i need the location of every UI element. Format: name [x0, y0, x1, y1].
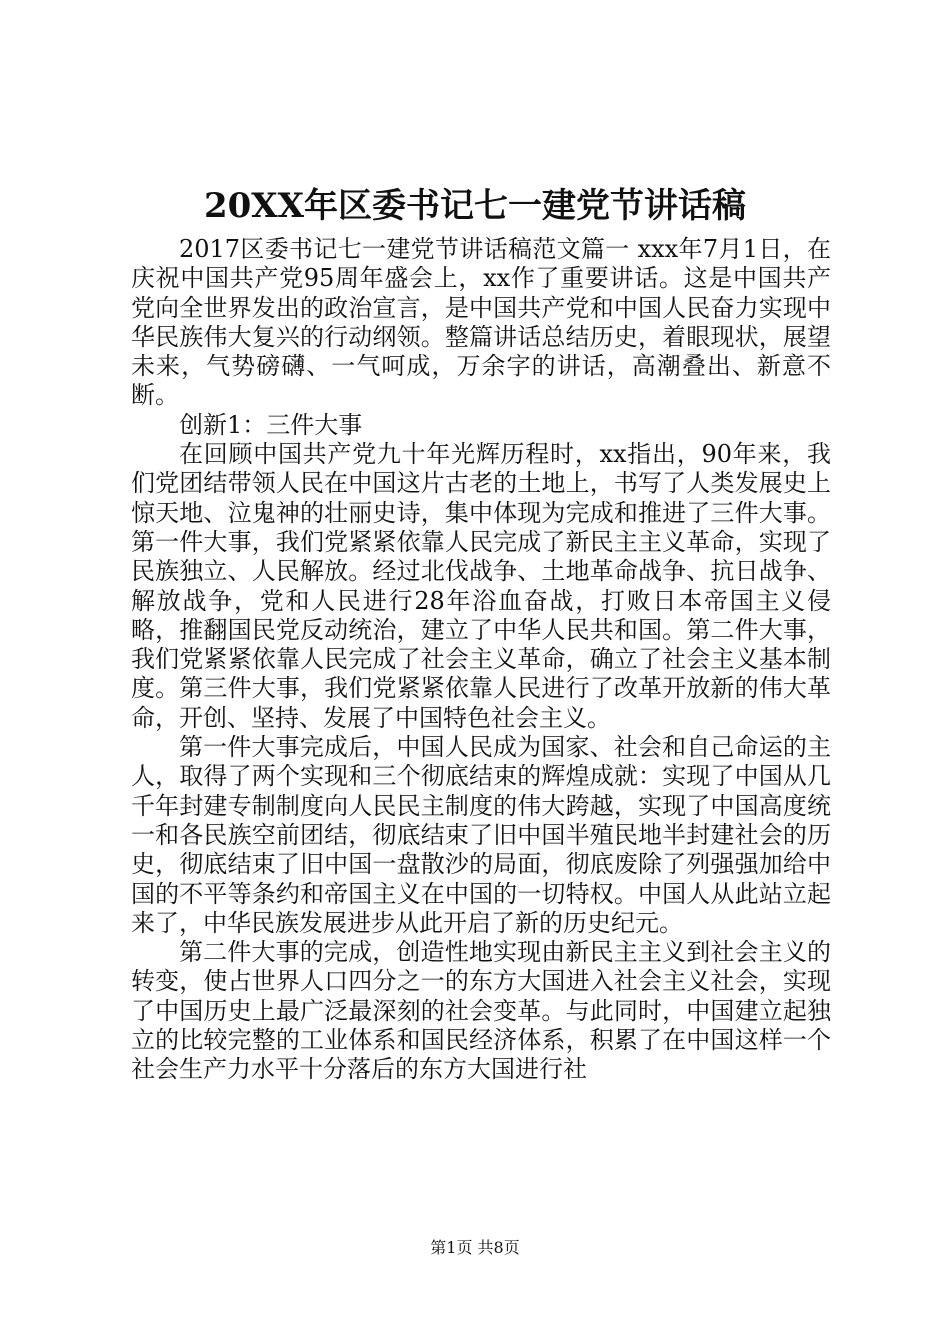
paragraph-intro: 2017区委书记七一建党节讲话稿范文篇一 xxx年7月1日，在庆祝中国共产党95周年盛会上，xx作了重要讲话。这是中国共产党向全世界发出的政治宣言，是中国共产党和中国人民奋力实现中华民族伟大复兴的行动纲领。整篇讲话总结历史，着眼现状，展望未来，气势磅礴、一气呵成，万余字的讲话，高潮叠出、新意不断。 [131, 235, 831, 410]
document-body [131, 235, 831, 1085]
section-heading-innovation-1: 创新1：三件大事 [179, 410, 363, 439]
paragraph-three-major-events: 在回顾中国共产党九十年光辉历程时，xx指出，90年来，我们党团结带领人民在中国这片古老的土地上，书写了人类发展史上惊天地、泣鬼神的壮丽史诗，集中体现为完成和推进了三件大事。第一件大事，我们党紧紧依靠人民完成了新民主主义革命，实现了民族独立、人民解放。经过北伐战争、土地革命战争、抗日战争、解放战争，党和人民进行28年浴血奋战，打败日本帝国主义侵略，推翻国民党反动统治，建立了中华人民共和国。第二件大事，我们党紧紧依靠人民完成了社会主义革命，确立了社会主义基本制度。第三件大事，我们党紧紧依靠人民进行了改革开放新的伟大革命，开创、坚持、发展了中国特色社会主义。 [131, 440, 831, 732]
page-number-footer: 第1页 共8页 [430, 1238, 520, 1257]
paragraph-second-event: 第二件大事的完成，创造性地实现由新民主主义到社会主义的转变，使占世界人口四分之一的东方大国进入社会主义社会，实现了中国历史上最广泛最深刻的社会变革。与此同时，中国建立起独立的比较完整的工业体系和国民经济体系，积累了在中国这样一个社会生产力水平十分落后的东方大国进行社 [131, 938, 831, 1084]
paragraph-first-event: 第一件大事完成后，中国人民成为国家、社会和自己命运的主人，取得了两个实现和三个彻底结束的辉煌成就：实现了中国从几千年封建专制制度向人民民主制度的伟大跨越，实现了中国高度统一和各民族空前团结，彻底结束了旧中国半殖民地半封建社会的历史，彻底结束了旧中国一盘散沙的局面，彻底废除了列强强加给中国的不平等条约和帝国主义在中国的一切特权。中国人从此站立起来了，中华民族发展进步从此开启了新的历史纪元。 [131, 733, 831, 937]
document-title: 20XX年区委书记七一建党节讲话稿 [203, 186, 747, 226]
